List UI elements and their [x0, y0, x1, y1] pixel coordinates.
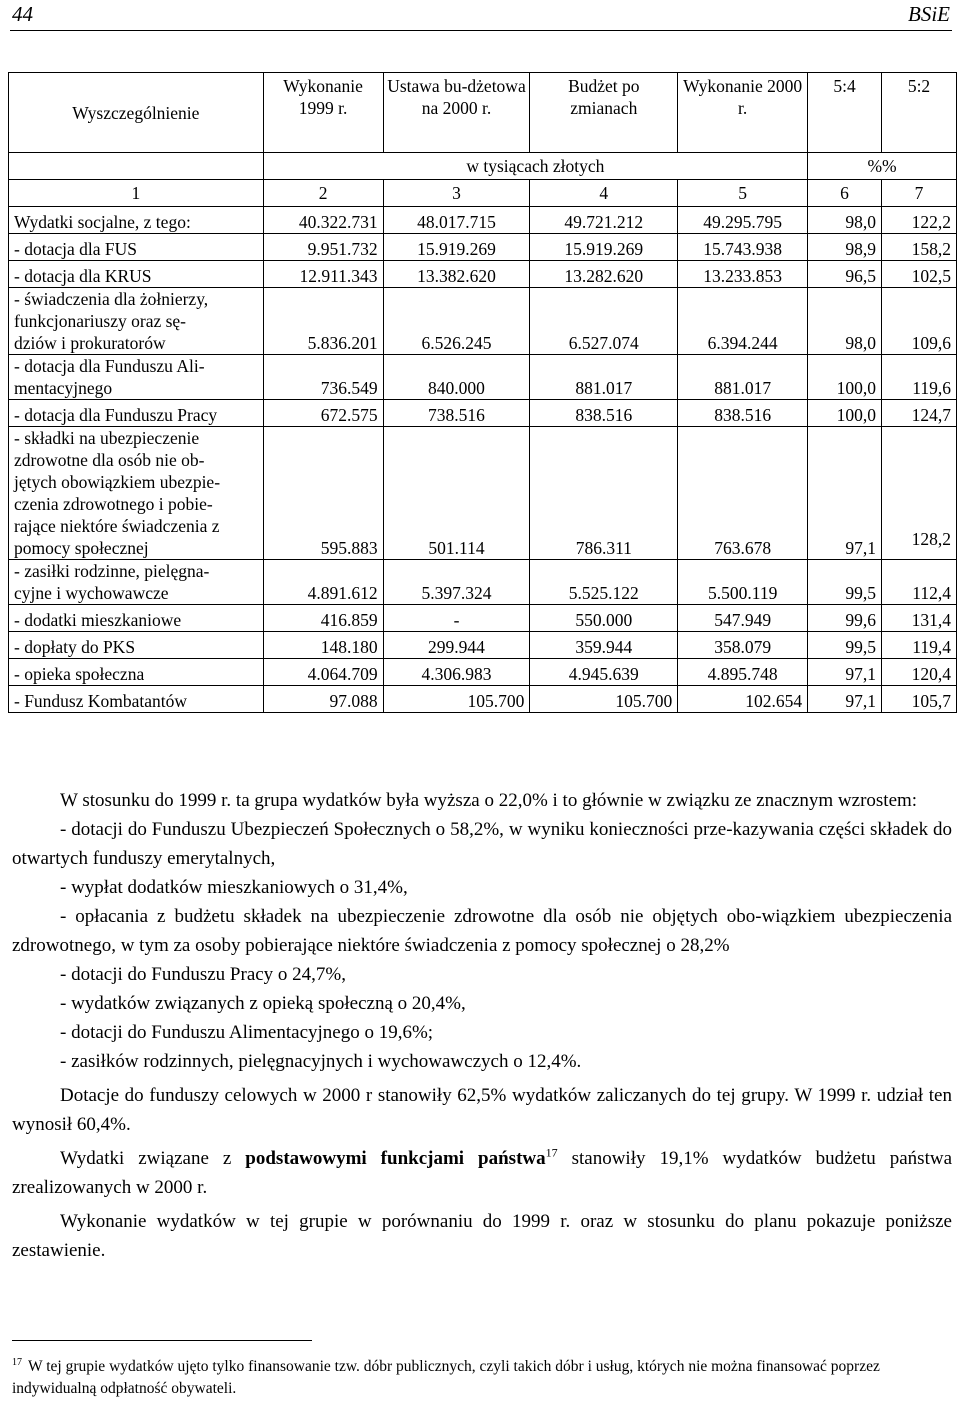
cell-value: 5.836.201	[263, 288, 383, 355]
row-label: - dopłaty do PKS	[9, 632, 264, 659]
body-text	[12, 786, 952, 1265]
cell-value: 5.500.119	[678, 560, 808, 605]
footnote-marker: 17	[12, 1357, 22, 1368]
pct-label: %%	[808, 153, 957, 180]
row-label-line: - zasiłki rodzinne, pielęgna-	[14, 561, 210, 581]
cell-value: 97,1	[808, 427, 882, 560]
cell-value: 4.895.748	[678, 659, 808, 686]
cell-value: 98,0	[808, 288, 882, 355]
cell-value: 6.526.245	[383, 288, 530, 355]
cell-value: 358.079	[678, 632, 808, 659]
col-number: 3	[383, 180, 530, 207]
table-row	[9, 400, 957, 427]
page-number: 44	[12, 2, 33, 26]
paragraph: W stosunku do 1999 r. ta grupa wydatków była wyższa o 22,0% i to głównie w związku ze znacznym wzrostem:	[60, 790, 918, 811]
col-number: 5	[678, 180, 808, 207]
table-row	[9, 605, 957, 632]
table-row	[9, 207, 957, 234]
cell-value-raised: 128,2	[911, 529, 951, 549]
cell-value: 98,0	[808, 207, 882, 234]
cell-value: 99,6	[808, 605, 882, 632]
cell-value: 48.017.715	[383, 207, 530, 234]
cell-value: 102.654	[678, 686, 808, 713]
col-number: 4	[530, 180, 678, 207]
row-label-line: czenia zdrowotnego i pobie-	[14, 494, 213, 514]
header-cell: Wykonanie 1999 r.	[263, 73, 383, 153]
cell-value: 49.721.212	[530, 207, 678, 234]
paragraph: Dotacje do funduszy celowych w 2000 r stanowiły 62,5% wydatków zaliczanych do tej grupy. W 1999 r. udział ten wynosił 60,4%.	[12, 1085, 952, 1135]
cell-value: 547.949	[678, 605, 808, 632]
row-label: - opieka społeczna	[9, 659, 264, 686]
cell-value: 102,5	[882, 261, 957, 288]
cell-value: 416.859	[263, 605, 383, 632]
cell-value: 122,2	[882, 207, 957, 234]
cell-value: 40.322.731	[263, 207, 383, 234]
table-header-row	[9, 73, 957, 153]
header-cell: 5:4	[808, 73, 882, 153]
paragraph-text: Wydatki związane z	[60, 1148, 246, 1169]
cell-value: 105.700	[383, 686, 530, 713]
col-number: 7	[882, 180, 957, 207]
cell-value: 96,5	[808, 261, 882, 288]
bullet-item: - opłacania z budżetu składek na ubezpieczenie zdrowotne dla osób nie objętych obo-wiązkiem ubezpieczenia zdrowotnego, w tym za osoby pobierające niektóre świadczenia z pomocy społecznej o 28,2%	[12, 906, 952, 956]
cell-value: 763.678	[678, 427, 808, 560]
table-row	[9, 659, 957, 686]
row-label-line: - świadczenia dla żołnierzy,	[14, 289, 209, 309]
cell-value: 98,9	[808, 234, 882, 261]
cell-value: 99,5	[808, 632, 882, 659]
cell-value: -	[383, 605, 530, 632]
publisher-mark: BSiE	[908, 2, 950, 26]
row-label-line: cyjne i wychowawcze	[14, 583, 169, 603]
bullet-item: - wypłat dodatków mieszkaniowych o 31,4%,	[60, 877, 408, 898]
cell-value: 15.919.269	[530, 234, 678, 261]
table-colnum-row	[9, 180, 957, 207]
cell-value: 6.394.244	[678, 288, 808, 355]
cell-value: 13.233.853	[678, 261, 808, 288]
cell-value: 881.017	[678, 355, 808, 400]
paragraph: Wykonanie wydatków w tej grupie w porównaniu do 1999 r. oraz w stosunku do planu pokazuje poniższe zestawienie.	[12, 1211, 952, 1261]
cell-value: 13.382.620	[383, 261, 530, 288]
col-number: 2	[263, 180, 383, 207]
row-label-line: pomocy społecznej	[14, 538, 149, 558]
table-row	[9, 288, 957, 355]
row-label-line: funkcjonariuszy oraz sę-	[14, 311, 187, 331]
cell-value	[882, 427, 957, 560]
cell-value: 49.295.795	[678, 207, 808, 234]
cell-value: 15.919.269	[383, 234, 530, 261]
cell-value: 838.516	[678, 400, 808, 427]
cell-value: 99,5	[808, 560, 882, 605]
cell-value: 4.891.612	[263, 560, 383, 605]
paragraph-text: stanowiły 19,1% wydatków budżetu państwa zrealizowanych w 2000 r.	[12, 1148, 952, 1198]
cell-value: 501.114	[383, 427, 530, 560]
row-label-line: - dotacja dla Funduszu Ali-	[14, 356, 205, 376]
cell-value: 881.017	[530, 355, 678, 400]
expenditure-table	[8, 72, 957, 713]
cell-value: 4.306.983	[383, 659, 530, 686]
row-label: - Fundusz Kombatantów	[9, 686, 264, 713]
cell-value: 672.575	[263, 400, 383, 427]
page-header	[10, 0, 952, 31]
cell-value: 105,7	[882, 686, 957, 713]
header-cell: Ustawa bu-dżetowa na 2000 r.	[383, 73, 530, 153]
table-row	[9, 234, 957, 261]
table-row	[9, 261, 957, 288]
cell-value: 124,7	[882, 400, 957, 427]
cell-value: 158,2	[882, 234, 957, 261]
row-label: - dotacja dla KRUS	[9, 261, 264, 288]
cell-value: 109,6	[882, 288, 957, 355]
row-label: - dotacja dla FUS	[9, 234, 264, 261]
cell-value: 13.282.620	[530, 261, 678, 288]
row-label	[9, 288, 264, 355]
row-label-line: zdrowotne dla osób nie ob-	[14, 450, 205, 470]
unit-label-cell	[9, 153, 264, 180]
header-cell: Wykonanie 2000 r.	[678, 73, 808, 153]
cell-value: 148.180	[263, 632, 383, 659]
table-row	[9, 355, 957, 400]
table-unit-row	[9, 153, 957, 180]
cell-value: 120,4	[882, 659, 957, 686]
cell-value: 359.944	[530, 632, 678, 659]
cell-value: 119,4	[882, 632, 957, 659]
cell-value: 738.516	[383, 400, 530, 427]
cell-value: 112,4	[882, 560, 957, 605]
cell-value: 299.944	[383, 632, 530, 659]
cell-value: 97.088	[263, 686, 383, 713]
cell-value: 15.743.938	[678, 234, 808, 261]
cell-value: 5.525.122	[530, 560, 678, 605]
cell-value: 840.000	[383, 355, 530, 400]
cell-value: 736.549	[263, 355, 383, 400]
footnote	[12, 1352, 952, 1400]
table-row	[9, 686, 957, 713]
bullet-item: - zasiłków rodzinnych, pielęgnacyjnych i wychowawczych o 12,4%.	[60, 1051, 582, 1072]
unit-label: w tysiącach złotych	[263, 153, 807, 180]
footnote-text: W tej grupie wydatków ujęto tylko finansowanie tzw. dóbr publicznych, czyli takich dóbr i usług, których nie można finansować poprzez indywidualną odpłatność obywateli.	[12, 1358, 880, 1398]
row-label: Wydatki socjalne, z tego:	[9, 207, 264, 234]
cell-value: 119,6	[882, 355, 957, 400]
row-label-line: dziów i prokuratorów	[14, 333, 166, 353]
col-number: 6	[808, 180, 882, 207]
paragraph	[12, 1144, 952, 1202]
cell-value: 786.311	[530, 427, 678, 560]
bullet-item: - wydatków związanych z opieką społeczną o 20,4%,	[60, 993, 466, 1014]
cell-value: 100,0	[808, 400, 882, 427]
cell-value: 97,1	[808, 659, 882, 686]
footnote-ref: 17	[545, 1145, 558, 1160]
cell-value: 12.911.343	[263, 261, 383, 288]
header-cell: Budżet po zmianach	[530, 73, 678, 153]
row-label	[9, 560, 264, 605]
cell-value: 105.700	[530, 686, 678, 713]
cell-value: 5.397.324	[383, 560, 530, 605]
table-row	[9, 632, 957, 659]
col-number: 1	[9, 180, 264, 207]
header-cell: Wyszczególnienie	[9, 73, 264, 153]
row-label	[9, 427, 264, 560]
cell-value: 595.883	[263, 427, 383, 560]
row-label-line: mentacyjnego	[14, 378, 113, 398]
cell-value: 97,1	[808, 686, 882, 713]
row-label-line: - składki na ubezpieczenie	[14, 428, 200, 448]
bullet-item: - dotacji do Funduszu Pracy o 24,7%,	[60, 964, 347, 985]
row-label-line: jętych obowiązkiem ubezpie-	[14, 472, 221, 492]
header-cell: 5:2	[882, 73, 957, 153]
row-label-line: rające niektóre świadczenia z	[14, 516, 220, 536]
cell-value: 131,4	[882, 605, 957, 632]
row-label: - dotacja dla Funduszu Pracy	[9, 400, 264, 427]
bold-phrase: podstawowymi funkcjami państwa	[245, 1148, 546, 1169]
cell-value: 6.527.074	[530, 288, 678, 355]
cell-value: 838.516	[530, 400, 678, 427]
footnote-separator	[12, 1340, 312, 1341]
cell-value: 550.000	[530, 605, 678, 632]
bullet-item: - dotacji do Funduszu Alimentacyjnego o 19,6%;	[60, 1022, 434, 1043]
table-row	[9, 427, 957, 560]
bullet-item: - dotacji do Funduszu Ubezpieczeń Społecznych o 58,2%, w wyniku konieczności prze-kazywania części składek do otwartych funduszy emerytalnych,	[12, 819, 952, 869]
row-label: - dodatki mieszkaniowe	[9, 605, 264, 632]
cell-value: 9.951.732	[263, 234, 383, 261]
cell-value: 4.064.709	[263, 659, 383, 686]
cell-value: 4.945.639	[530, 659, 678, 686]
table-row	[9, 560, 957, 605]
row-label	[9, 355, 264, 400]
cell-value: 100,0	[808, 355, 882, 400]
